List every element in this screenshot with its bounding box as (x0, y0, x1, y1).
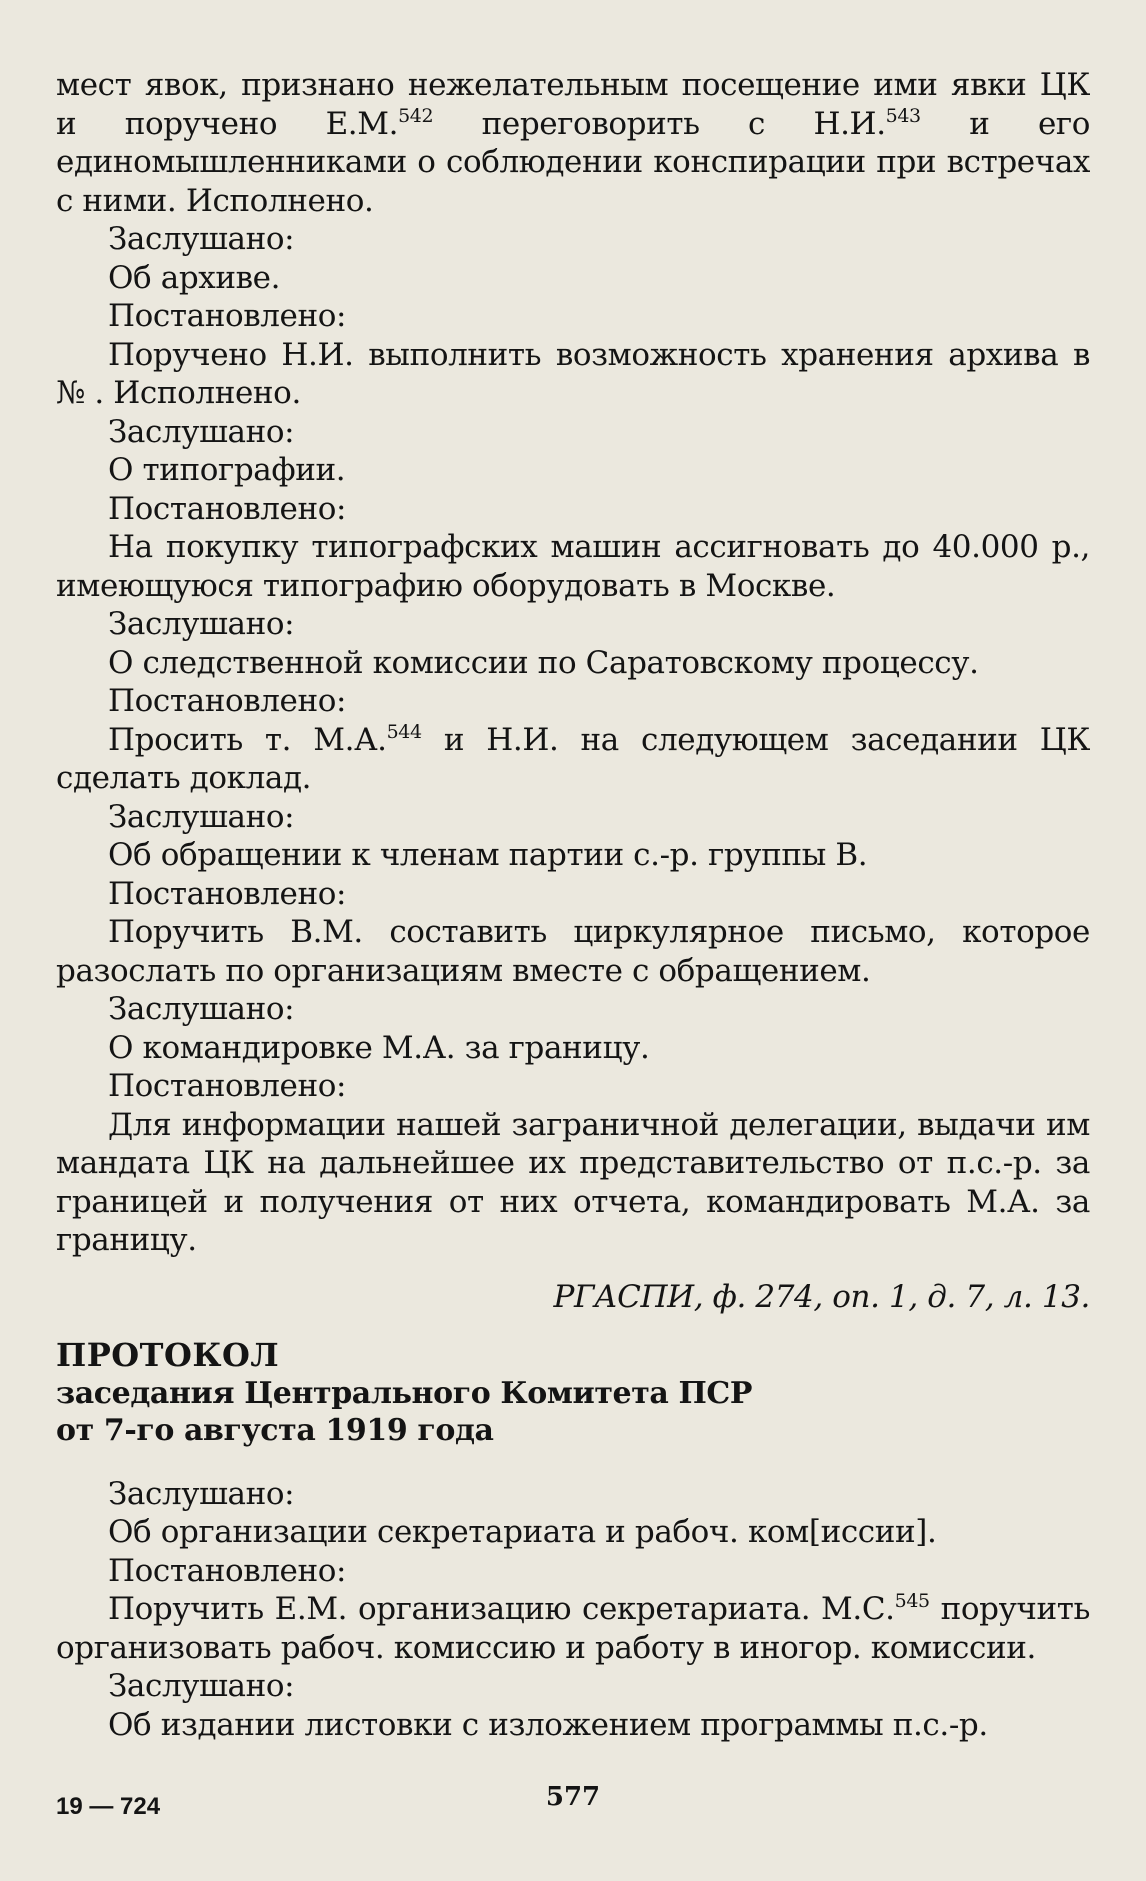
protocol-subtitle: заседания Центрального Комитета ПСР (56, 1375, 753, 1411)
heard-subject: Об издании листовки с изложением программы п.с.-р. (108, 1706, 988, 1743)
text-run: и Н.И. на следующем заседании ЦК сделать доклад. (56, 721, 1090, 796)
archive-citation: РГАСПИ, ф. 274, оп. 1, д. 7, л. 13. (553, 1278, 1090, 1315)
printer-signature: 19 — 724 (56, 1793, 161, 1820)
resolved-label: Постановлено: (108, 875, 347, 912)
heard-label: Заслушано: (108, 221, 295, 257)
resolution-text: Поручить В.М. составить циркулярное письмо, которое разослать по организациям вместе с обращением. (56, 914, 1090, 989)
heard-subject: Об организации секретариата и рабоч. ком[иссии]. (108, 1514, 937, 1550)
resolved-label: Постановлено: (108, 298, 347, 334)
text-run: мест явок, признано нежелательным посещение ими явки ЦК и поручено Е.М. (56, 67, 1090, 142)
resolution-text (56, 721, 1090, 798)
page-text (56, 66, 1090, 1744)
resolution-text: На покупку типографских машин ассигновать до 40.000 р., имеющуюся типографию оборудовать в Москве. (56, 529, 1090, 604)
text-run: и его единомышленниками о соблюдении конспирации при встречах с ними. Исполнено. (56, 105, 1090, 219)
footnote-ref: 543 (885, 104, 921, 127)
paragraph-intro (56, 66, 1090, 220)
footnote-ref: 545 (894, 1590, 930, 1612)
text-run: Поручить Е.М. организацию секретариата. М.С. (108, 1591, 895, 1627)
heard-subject: Об архиве. (108, 259, 281, 296)
text-run: Просить т. М.А. (108, 721, 387, 758)
protocol-date: от 7-го августа 1919 года (56, 1412, 494, 1448)
text-run: поручить организовать рабоч. комиссию и работу в иногор. комиссии. (56, 1591, 1090, 1666)
resolution-text: Поручено Н.И. выполнить возможность хранения архива в № . Исполнено. (56, 336, 1090, 411)
resolution-text (56, 1590, 1090, 1667)
heard-label: Заслушано: (108, 413, 295, 450)
resolved-label: Постановлено: (108, 1552, 347, 1589)
heard-label: Заслушано: (108, 1668, 295, 1704)
protocol-title: ПРОТОКОЛ (56, 1336, 280, 1374)
heard-subject: О следственной комиссии по Саратовскому процессу. (108, 644, 979, 681)
heard-subject: Об обращении к членам партии с.-р. группы В. (108, 837, 868, 873)
heard-label: Заслушано: (108, 798, 295, 835)
text-run: переговорить с Н.И. (433, 105, 886, 142)
heard-subject: О командировке М.А. за границу. (108, 1029, 650, 1066)
resolution-text: Для информации нашей заграничной делегации, выдачи им мандата ЦК на дальнейшее их представительство от п.с.-р. за границей и получения от них отчета, командировать М.А. за границу. (56, 1106, 1090, 1258)
heard-label: Заслушано: (108, 991, 295, 1027)
footnote-ref: 542 (398, 104, 434, 127)
page-number: 577 (545, 1782, 601, 1812)
heard-subject: О типографии. (108, 452, 346, 488)
resolved-label: Постановлено: (108, 1068, 347, 1104)
footnote-ref: 544 (386, 720, 422, 743)
resolved-label: Постановлено: (108, 490, 347, 527)
heard-label: Заслушано: (108, 606, 295, 642)
heard-label: Заслушано: (108, 1475, 295, 1512)
resolved-label: Постановлено: (108, 683, 347, 719)
section-spacer (56, 1449, 1090, 1475)
